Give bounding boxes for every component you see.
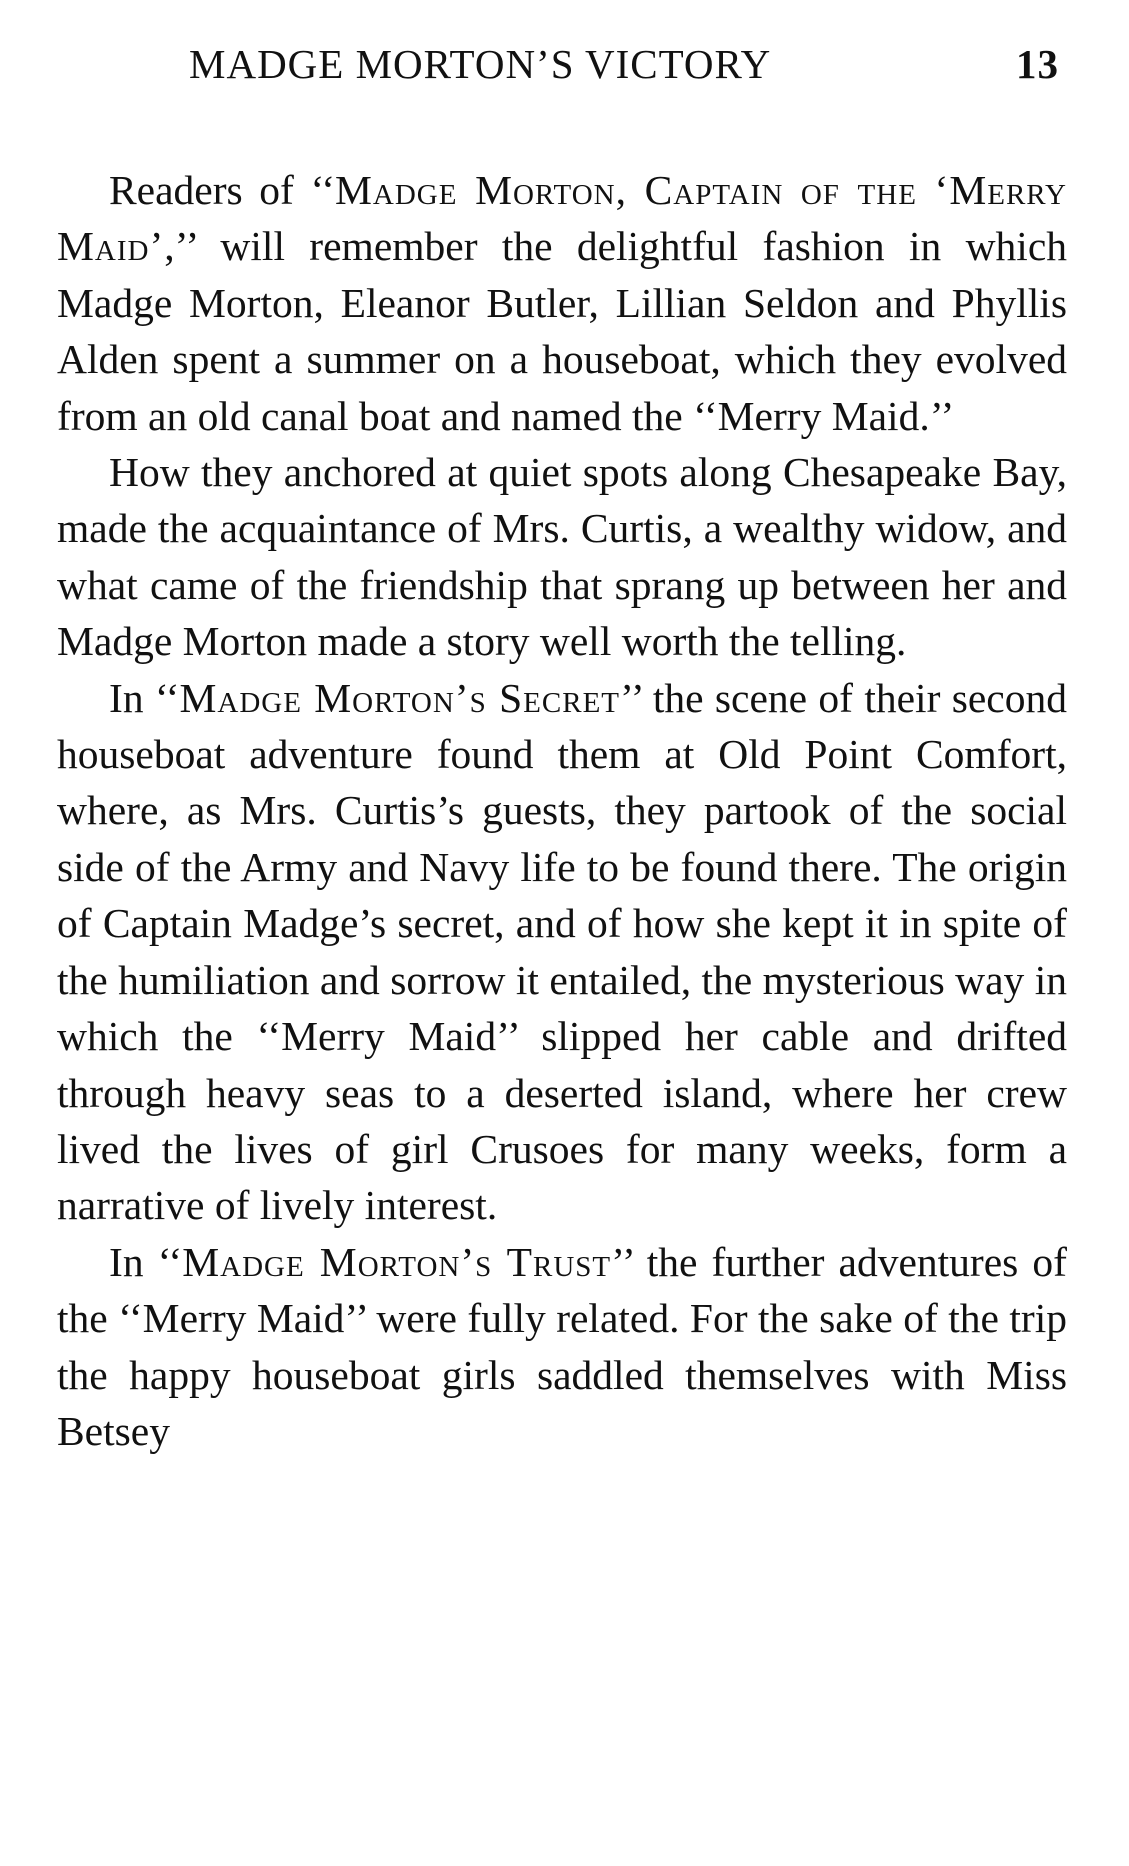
body-text: [57, 162, 1067, 1459]
text-segment: Readers of ‘‘: [109, 167, 336, 213]
text-segment: In ‘‘: [109, 674, 180, 721]
paragraph-4: [57, 1234, 1067, 1460]
page-number: 13: [1016, 41, 1059, 87]
running-title: MADGE MORTON’S VICTORY: [189, 41, 772, 87]
text-segment: How they anchored at quiet spots along Chesapeake Bay, made the acquaintance of Mrs. Curtis, a wealthy widow, and what came of the friendship that sprang up between her and Madge Morton made a story well worth the telling.: [57, 449, 1067, 665]
running-head: [57, 30, 1067, 100]
text-segment: ’’ the further adventures of the ‘‘Merry Maid’’ were fully related. For the sake of the trip the happy houseboat girls saddled themselves with Miss Betsey: [57, 1238, 1067, 1454]
book-title-madge-mortons-trust: Madge Morton’s Trust: [182, 1238, 612, 1285]
book-title-madge-mortons-secret: Madge Morton’s Secret: [179, 674, 621, 721]
book-title-madge-morton-captain: Madge Morton, Captain of the ‘Merry Maid’: [57, 167, 1067, 270]
paragraph-3: [57, 670, 1067, 1234]
text-segment: ,’’ will remember the delightful fashion in which Madge Morton, Eleanor Butler, Lillian Seldon and Phyllis Alden spent a summer on a houseboat, which they evolved from an old canal boat and named the ‘‘Merry Maid.’’: [57, 223, 1067, 439]
text-segment: ’’ the scene of their second houseboat adventure found them at Old Point Comfort, where, as Mrs. Curtis’s guests, they partook of the social side of the Army and Navy life to be found there. The origin of Captain Madge’s secret, and of how she kept it in spite of the humiliation and sorrow it entailed, the mysterious way in which the ‘‘Merry Maid’’ slipped her cable and drifted through heavy seas to a deserted island, where her crew lived the lives of girl Crusoes for many weeks, form a narrative of lively interest.: [57, 674, 1067, 1229]
text-segment: In ‘‘: [109, 1238, 183, 1285]
book-page: [57, 30, 1067, 1459]
paragraph-2: [57, 444, 1067, 670]
paragraph-1: [57, 162, 1067, 444]
